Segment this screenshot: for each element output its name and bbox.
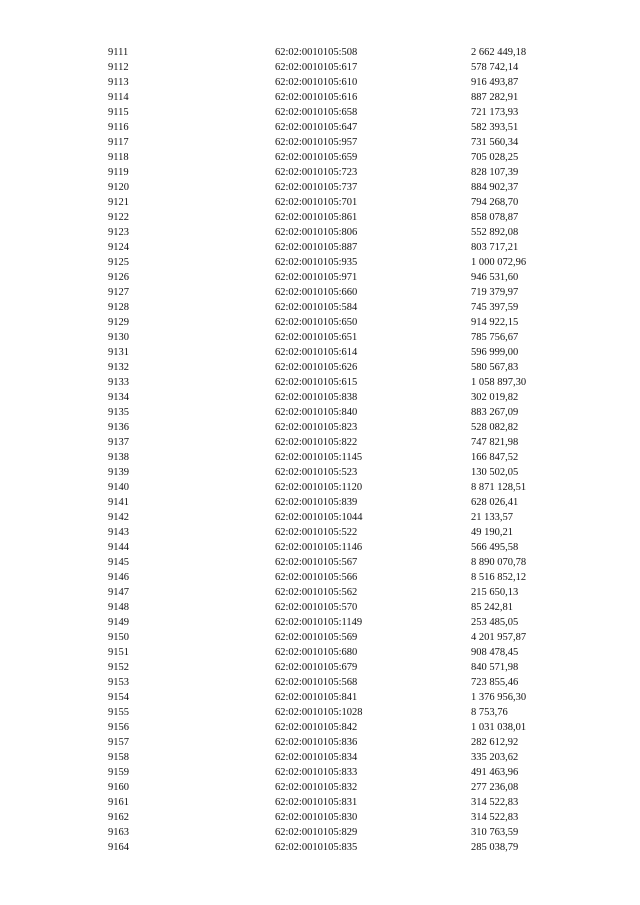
cadastral-number: 62:02:0010105:823	[275, 422, 358, 433]
cadastral-value: 21 133,57	[471, 512, 513, 523]
cadastral-value: 803 717,21	[471, 242, 519, 253]
table-row	[108, 75, 571, 90]
table-row	[108, 705, 571, 720]
table-row	[108, 165, 571, 180]
cadastral-value: 8 516 852,12	[471, 572, 527, 583]
row-number: 9156	[108, 722, 129, 733]
cadastral-number: 62:02:0010105:1120	[275, 482, 363, 493]
table-row	[108, 780, 571, 795]
cadastral-value: 8 890 070,78	[471, 557, 527, 568]
cadastral-value: 721 173,93	[471, 107, 519, 118]
cadastral-number: 62:02:0010105:651	[275, 332, 358, 343]
cadastral-number: 62:02:0010105:723	[275, 167, 358, 178]
table-row	[108, 345, 571, 360]
table-row	[108, 630, 571, 645]
cadastral-value: 314 522,83	[471, 812, 519, 823]
table-row	[108, 765, 571, 780]
row-number: 9142	[108, 512, 129, 523]
cadastral-number: 62:02:0010105:659	[275, 152, 358, 163]
cadastral-number: 62:02:0010105:822	[275, 437, 358, 448]
cadastral-number: 62:02:0010105:829	[275, 827, 358, 838]
row-number: 9137	[108, 437, 129, 448]
row-number: 9128	[108, 302, 129, 313]
cadastral-number: 62:02:0010105:1146	[275, 542, 363, 553]
cadastral-value: 705 028,25	[471, 152, 519, 163]
row-number: 9117	[108, 137, 129, 148]
cadastral-number: 62:02:0010105:841	[275, 692, 358, 703]
table-row	[108, 330, 571, 345]
cadastral-number: 62:02:0010105:831	[275, 797, 358, 808]
table-row	[108, 555, 571, 570]
table-row	[108, 390, 571, 405]
cadastral-value: 578 742,14	[471, 62, 519, 73]
cadastral-number: 62:02:0010105:842	[275, 722, 358, 733]
row-number: 9158	[108, 752, 129, 763]
row-number: 9164	[108, 842, 129, 853]
cadastral-number: 62:02:0010105:1149	[275, 617, 363, 628]
cadastral-number: 62:02:0010105:838	[275, 392, 358, 403]
table-row	[108, 540, 571, 555]
cadastral-value-table	[108, 45, 571, 855]
table-row	[108, 735, 571, 750]
cadastral-number: 62:02:0010105:1028	[275, 707, 363, 718]
row-number: 9130	[108, 332, 129, 343]
cadastral-value: 566 495,58	[471, 542, 519, 553]
cadastral-number: 62:02:0010105:650	[275, 317, 358, 328]
table-row	[108, 180, 571, 195]
cadastral-number: 62:02:0010105:806	[275, 227, 358, 238]
cadastral-value: 2 662 449,18	[471, 47, 527, 58]
table-row	[108, 120, 571, 135]
cadastral-number: 62:02:0010105:679	[275, 662, 358, 673]
row-number: 9126	[108, 272, 129, 283]
row-number: 9160	[108, 782, 129, 793]
table-row	[108, 360, 571, 375]
row-number: 9155	[108, 707, 129, 718]
row-number: 9120	[108, 182, 129, 193]
cadastral-value: 747 821,98	[471, 437, 519, 448]
cadastral-value: 282 612,92	[471, 737, 519, 748]
cadastral-value: 908 478,45	[471, 647, 519, 658]
cadastral-number: 62:02:0010105:568	[275, 677, 358, 688]
cadastral-number: 62:02:0010105:839	[275, 497, 358, 508]
table-row	[108, 420, 571, 435]
table-row	[108, 480, 571, 495]
cadastral-number: 62:02:0010105:562	[275, 587, 358, 598]
cadastral-value: 8 871 128,51	[471, 482, 527, 493]
cadastral-value: 785 756,67	[471, 332, 519, 343]
row-number: 9141	[108, 497, 129, 508]
cadastral-number: 62:02:0010105:836	[275, 737, 358, 748]
cadastral-number: 62:02:0010105:610	[275, 77, 358, 88]
cadastral-value: 731 560,34	[471, 137, 519, 148]
cadastral-number: 62:02:0010105:570	[275, 602, 358, 613]
cadastral-value: 582 393,51	[471, 122, 519, 133]
cadastral-value: 49 190,21	[471, 527, 513, 538]
cadastral-number: 62:02:0010105:567	[275, 557, 358, 568]
cadastral-value: 883 267,09	[471, 407, 519, 418]
cadastral-number: 62:02:0010105:615	[275, 377, 358, 388]
table-row	[108, 645, 571, 660]
table-row	[108, 135, 571, 150]
row-number: 9118	[108, 152, 129, 163]
cadastral-number: 62:02:0010105:566	[275, 572, 358, 583]
table-row	[108, 720, 571, 735]
row-number: 9152	[108, 662, 129, 673]
cadastral-value: 130 502,05	[471, 467, 519, 478]
table-row	[108, 90, 571, 105]
cadastral-value: 828 107,39	[471, 167, 519, 178]
cadastral-value: 719 379,97	[471, 287, 519, 298]
table-row	[108, 465, 571, 480]
table-row	[108, 690, 571, 705]
row-number: 9149	[108, 617, 129, 628]
cadastral-number: 62:02:0010105:835	[275, 842, 358, 853]
row-number: 9131	[108, 347, 129, 358]
cadastral-value: 580 567,83	[471, 362, 519, 373]
cadastral-number: 62:02:0010105:1145	[275, 452, 363, 463]
cadastral-value: 314 522,83	[471, 797, 519, 808]
row-number: 9163	[108, 827, 129, 838]
table-row	[108, 750, 571, 765]
table-row	[108, 825, 571, 840]
table-row	[108, 300, 571, 315]
table-row	[108, 810, 571, 825]
table-row	[108, 840, 571, 855]
row-number: 9133	[108, 377, 129, 388]
cadastral-number: 62:02:0010105:522	[275, 527, 358, 538]
cadastral-number: 62:02:0010105:861	[275, 212, 358, 223]
cadastral-number: 62:02:0010105:834	[275, 752, 358, 763]
cadastral-number: 62:02:0010105:647	[275, 122, 358, 133]
table-row	[108, 405, 571, 420]
cadastral-value: 884 902,37	[471, 182, 519, 193]
cadastral-value: 914 922,15	[471, 317, 519, 328]
cadastral-number: 62:02:0010105:971	[275, 272, 358, 283]
row-number: 9150	[108, 632, 129, 643]
cadastral-value: 491 463,96	[471, 767, 519, 778]
table-row	[108, 150, 571, 165]
row-number: 9146	[108, 572, 129, 583]
cadastral-value: 302 019,82	[471, 392, 519, 403]
table-row	[108, 45, 571, 60]
cadastral-number: 62:02:0010105:957	[275, 137, 358, 148]
row-number: 9135	[108, 407, 129, 418]
row-number: 9143	[108, 527, 129, 538]
cadastral-number: 62:02:0010105:584	[275, 302, 358, 313]
row-number: 9139	[108, 467, 129, 478]
table-row	[108, 615, 571, 630]
row-number: 9145	[108, 557, 129, 568]
row-number: 9134	[108, 392, 129, 403]
table-row	[108, 570, 571, 585]
row-number: 9151	[108, 647, 129, 658]
table-row	[108, 60, 571, 75]
row-number: 9111	[108, 47, 129, 58]
cadastral-value: 253 485,05	[471, 617, 519, 628]
table-row	[108, 795, 571, 810]
cadastral-number: 62:02:0010105:569	[275, 632, 358, 643]
cadastral-value: 1 376 956,30	[471, 692, 527, 703]
table-row	[108, 510, 571, 525]
row-number: 9136	[108, 422, 129, 433]
table-row	[108, 285, 571, 300]
cadastral-value: 794 268,70	[471, 197, 519, 208]
cadastral-number: 62:02:0010105:626	[275, 362, 358, 373]
table-row	[108, 240, 571, 255]
cadastral-value: 946 531,60	[471, 272, 519, 283]
cadastral-number: 62:02:0010105:616	[275, 92, 358, 103]
row-number: 9124	[108, 242, 129, 253]
row-number: 9115	[108, 107, 129, 118]
cadastral-number: 62:02:0010105:887	[275, 242, 358, 253]
row-number: 9138	[108, 452, 129, 463]
table-row	[108, 375, 571, 390]
cadastral-value: 310 763,59	[471, 827, 519, 838]
cadastral-number: 62:02:0010105:614	[275, 347, 358, 358]
cadastral-number: 62:02:0010105:832	[275, 782, 358, 793]
cadastral-number: 62:02:0010105:935	[275, 257, 358, 268]
row-number: 9162	[108, 812, 129, 823]
table-row	[108, 495, 571, 510]
cadastral-value: 1 000 072,96	[471, 257, 527, 268]
table-body	[108, 45, 571, 855]
cadastral-value: 916 493,87	[471, 77, 519, 88]
row-number: 9148	[108, 602, 129, 613]
cadastral-value: 1 031 038,01	[471, 722, 527, 733]
cadastral-value: 1 058 897,30	[471, 377, 527, 388]
cadastral-number: 62:02:0010105:617	[275, 62, 358, 73]
cadastral-number: 62:02:0010105:658	[275, 107, 358, 118]
row-number: 9154	[108, 692, 129, 703]
table-row	[108, 255, 571, 270]
row-number: 9132	[108, 362, 129, 373]
cadastral-number: 62:02:0010105:840	[275, 407, 358, 418]
row-number: 9121	[108, 197, 129, 208]
table-row	[108, 525, 571, 540]
cadastral-value: 628 026,41	[471, 497, 519, 508]
cadastral-value: 285 038,79	[471, 842, 519, 853]
cadastral-value: 85 242,81	[471, 602, 513, 613]
row-number: 9116	[108, 122, 129, 133]
cadastral-value: 723 855,46	[471, 677, 519, 688]
table-row	[108, 450, 571, 465]
table-row	[108, 210, 571, 225]
row-number: 9114	[108, 92, 129, 103]
row-number: 9159	[108, 767, 129, 778]
cadastral-value: 8 753,76	[471, 707, 508, 718]
cadastral-value: 335 203,62	[471, 752, 519, 763]
cadastral-value: 528 082,82	[471, 422, 519, 433]
cadastral-number: 62:02:0010105:508	[275, 47, 358, 58]
row-number: 9147	[108, 587, 129, 598]
cadastral-value: 552 892,08	[471, 227, 519, 238]
table-row	[108, 660, 571, 675]
cadastral-number: 62:02:0010105:830	[275, 812, 358, 823]
row-number: 9144	[108, 542, 129, 553]
row-number: 9113	[108, 77, 129, 88]
cadastral-value: 277 236,08	[471, 782, 519, 793]
cadastral-number: 62:02:0010105:660	[275, 287, 358, 298]
table-row	[108, 105, 571, 120]
cadastral-number: 62:02:0010105:1044	[275, 512, 363, 523]
cadastral-value: 887 282,91	[471, 92, 519, 103]
row-number: 9112	[108, 62, 129, 73]
table-row	[108, 600, 571, 615]
row-number: 9140	[108, 482, 129, 493]
row-number: 9125	[108, 257, 129, 268]
cadastral-value: 4 201 957,87	[471, 632, 527, 643]
cadastral-value: 858 078,87	[471, 212, 519, 223]
table-row	[108, 675, 571, 690]
table-row	[108, 585, 571, 600]
row-number: 9157	[108, 737, 129, 748]
cadastral-value: 215 650,13	[471, 587, 519, 598]
cadastral-number: 62:02:0010105:701	[275, 197, 358, 208]
row-number: 9127	[108, 287, 129, 298]
table-row	[108, 315, 571, 330]
cadastral-number: 62:02:0010105:833	[275, 767, 358, 778]
row-number: 9123	[108, 227, 129, 238]
row-number: 9129	[108, 317, 129, 328]
row-number: 9153	[108, 677, 129, 688]
cadastral-number: 62:02:0010105:680	[275, 647, 358, 658]
cadastral-number: 62:02:0010105:523	[275, 467, 358, 478]
table-row	[108, 225, 571, 240]
cadastral-value: 745 397,59	[471, 302, 519, 313]
cadastral-value: 596 999,00	[471, 347, 519, 358]
cadastral-value: 166 847,52	[471, 452, 519, 463]
table-row	[108, 435, 571, 450]
table-row	[108, 270, 571, 285]
row-number: 9161	[108, 797, 129, 808]
row-number: 9122	[108, 212, 129, 223]
row-number: 9119	[108, 167, 129, 178]
cadastral-value: 840 571,98	[471, 662, 519, 673]
table-row	[108, 195, 571, 210]
cadastral-number: 62:02:0010105:737	[275, 182, 358, 193]
